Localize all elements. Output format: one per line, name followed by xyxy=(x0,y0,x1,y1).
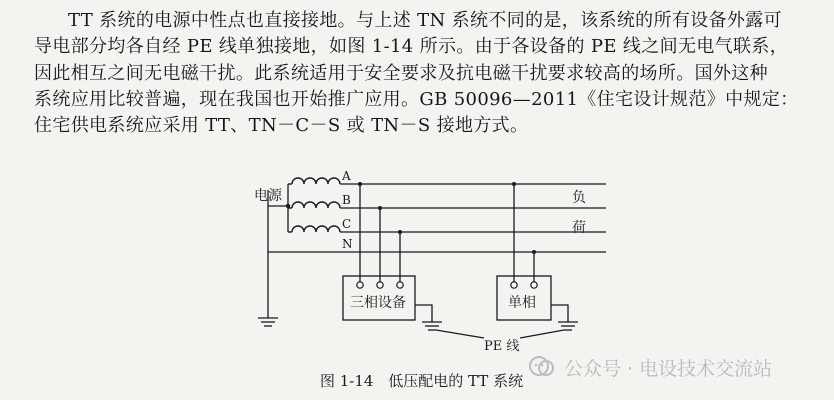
ground-symbol-single-phase xyxy=(558,322,578,330)
pe-leader-right xyxy=(520,330,564,338)
terminal-three-phase-a xyxy=(357,282,363,288)
load-label-bottom: 荷 xyxy=(572,220,586,236)
watermark-text: 公众号 · 电设技术交流站 xyxy=(564,357,773,380)
wechat-watermark xyxy=(528,352,772,382)
phase-label-a: A xyxy=(342,169,351,183)
junction-a-three-phase xyxy=(358,182,362,186)
source-ground-symbol xyxy=(258,318,278,326)
pe-lead-single-phase xyxy=(551,305,568,322)
figure-caption xyxy=(320,370,523,391)
paragraph-line-3: 因此相互之间无电磁干扰。此系统适用于安全要求及抗电磁干扰要求较高的场所。国外这种 xyxy=(34,62,768,84)
paragraph-line-5: 住宅供电系统应采用 TT、TN－C－S 或 TN－S 接地方式。 xyxy=(34,115,529,137)
paragraph-line-2: 导电部分均各自经 PE 线单独接地，如图 1-14 所示。由于各设备的 PE 线之间无电气联系， xyxy=(34,36,789,58)
ground-symbol-three-phase xyxy=(422,322,442,330)
wechat-channel-icon xyxy=(528,354,556,380)
terminal-single-phase-n xyxy=(531,282,537,288)
pe-line-label: PE 线 xyxy=(484,339,520,354)
phase-label-c: C xyxy=(342,217,352,231)
junction-n-single-phase xyxy=(532,250,536,254)
coil-a xyxy=(288,178,340,184)
pe-leader-left xyxy=(436,330,484,338)
phase-label-n: N xyxy=(342,237,353,251)
junction-a-single-phase xyxy=(512,182,516,186)
junction-b-three-phase xyxy=(378,206,382,210)
source-label: 电源 xyxy=(254,188,282,204)
junction-c-three-phase xyxy=(398,230,402,234)
terminal-three-phase-b xyxy=(377,282,383,288)
load-label-top: 负 xyxy=(572,190,586,206)
terminal-single-phase-l xyxy=(511,282,517,288)
coil-b xyxy=(288,202,340,208)
figure-number: 图 1-14 xyxy=(320,372,374,390)
terminal-three-phase-c xyxy=(397,282,403,288)
pe-lead-three-phase xyxy=(415,305,432,322)
three-phase-equipment-label: 三相设备 xyxy=(350,295,406,311)
paragraph-line-1: TT 系统的电源中性点也直接接地。与上述 TN 系统不同的是，该系统的所有设备外露可 xyxy=(68,10,782,31)
single-phase-equipment-label: 单相 xyxy=(508,295,536,311)
paragraph-line-4: 系统应用比较普遍，现在我国也开始推广应用。GB 50096—2011《住宅设计规范》中规定： xyxy=(34,88,799,110)
junction-star-point xyxy=(286,204,290,208)
figure-title: 低压配电的 TT 系统 xyxy=(388,372,524,390)
phase-label-b: B xyxy=(342,193,351,207)
coil-c xyxy=(288,226,340,232)
